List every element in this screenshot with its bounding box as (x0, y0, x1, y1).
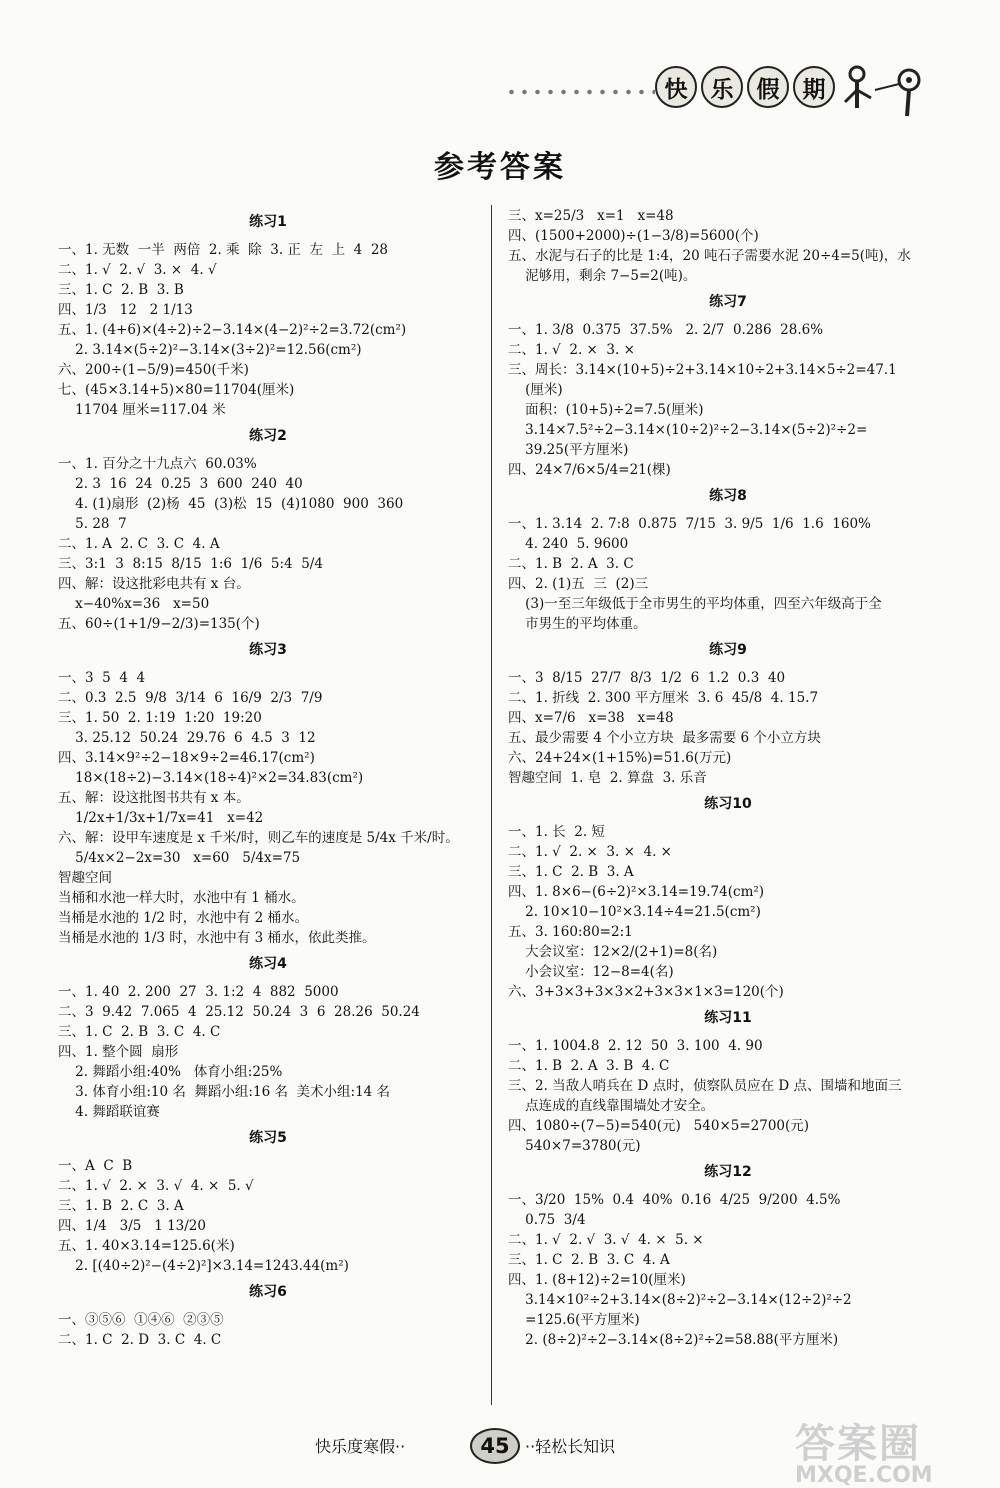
section-title: 练习11 (704, 1010, 752, 1026)
mascot-illustration (835, 60, 935, 120)
answer-line: 二、1. B 2. A 3. B 4. C (508, 1058, 670, 1074)
answer-line: 四、2. (1)五 三 (2)三 (508, 576, 649, 592)
answer-line: 四、1/4 3/5 1 13/20 (58, 1218, 206, 1234)
footer-slogan-right: ··轻松长知识 (525, 1437, 616, 1456)
answer-line: 七、(45×3.14+5)×80=11704(厘米) (58, 382, 295, 398)
answer-line: 二、1. √ 2. × 3. × 4. × (508, 844, 672, 860)
answer-line: 2. (8÷2)²÷2−3.14×(8÷2)²÷2=58.88(平方厘米) (508, 1332, 839, 1348)
answer-line: 三、x=25/3 x=1 x=48 (508, 208, 674, 224)
answer-line: 3.14×7.5²÷2−3.14×(10÷2)²÷2−3.14×(5÷2)²÷2= (508, 422, 868, 438)
answer-line: 4. 舞蹈联谊赛 (58, 1104, 160, 1120)
answer-line: 一、3/20 15% 0.4 40% 0.16 4/25 9/200 4.5% (508, 1192, 841, 1208)
answer-line: 二、1. √ 2. × 3. × (508, 342, 635, 358)
section-title: 练习8 (709, 488, 747, 504)
answer-line: 一、1. 40 2. 200 27 3. 1:2 4 882 5000 (58, 984, 339, 1000)
answer-line: 泥够用，剩余 7−5=2(吨)。 (508, 268, 697, 284)
answer-line: 0.75 3/4 (508, 1212, 586, 1228)
section-title: 练习4 (249, 956, 287, 972)
answer-line: 11704 厘米=117.04 米 (58, 402, 226, 418)
answer-line: 四、1080÷(7−5)=540(元) 540×5=2700(元) (508, 1118, 810, 1134)
answer-line: (3)一至三年级低于全市男生的平均体重，四至六年级高于全 (508, 596, 882, 612)
answer-line: 2. 3 16 24 0.25 3 600 240 40 (58, 476, 303, 492)
answer-line: =125.6(平方厘米) (508, 1312, 640, 1328)
answer-line: 四、24×7/6×5/4=21(棵) (508, 462, 671, 478)
answer-line: 一、1. 百分之十九点六 60.03% (58, 456, 257, 472)
answer-line: 一、1. 1004.8 2. 12 50 3. 100 4. 90 (508, 1038, 763, 1054)
answer-line: 一、3 5 4 4 (58, 670, 146, 686)
brand-char: 快 (655, 66, 697, 108)
answer-line: 六、24+24×(1+15%)=51.6(万元) (508, 750, 732, 766)
answer-line: 四、1. (8+12)÷2=10(厘米) (508, 1272, 686, 1288)
section-title: 练习12 (704, 1164, 752, 1180)
answer-line: 点连成的直线靠围墙处才安全。 (508, 1098, 715, 1114)
answer-line: 三、3:1 3 8:15 8/15 1:6 1/6 5:4 5/4 (58, 556, 323, 572)
answer-line: 一、1. 无数 一半 两倍 2. 乘 除 3. 正 左 上 4 28 (58, 242, 389, 258)
answer-line: 六、解：设甲车速度是 x 千米/时，则乙车的速度是 5/4x 千米/时。 (58, 830, 459, 846)
answer-line: 2. 3.14×(5÷2)²−3.14×(3÷2)²=12.56(cm²) (58, 342, 362, 358)
answer-line: 五、最少需要 4 个小立方块 最多需要 6 个小立方块 (508, 730, 821, 746)
section-title: 练习10 (704, 796, 752, 812)
page-number: 45 (470, 1428, 520, 1464)
answer-line: 二、1. C 2. D 3. C 4. C (58, 1332, 222, 1348)
answer-line: 当桶是水池的 1/3 时，水池中有 3 桶水，依此类推。 (58, 930, 376, 946)
answer-line: 大会议室：12×2/(2+1)=8(名) (508, 944, 718, 960)
section-title: 练习3 (249, 642, 287, 658)
answer-line: 六、200÷(1−5/9)=450(千米) (58, 362, 249, 378)
header-dot-line (505, 87, 655, 97)
section-title: 练习6 (249, 1284, 287, 1300)
right-column (508, 206, 948, 1350)
answer-line: 三、1. C 2. B 3. C 4. A (508, 1252, 670, 1268)
page-title: 参考答案 (434, 150, 566, 185)
answer-line: 四、3.14×9²÷2−18×9÷2=46.17(cm²) (58, 750, 315, 766)
page-header (505, 60, 965, 130)
section-title: 练习2 (249, 428, 287, 444)
watermark (795, 1412, 990, 1488)
answer-line: 当桶和水池一样大时，水池中有 1 桶水。 (58, 890, 305, 906)
answer-line: 1/2x+1/3x+1/7x=41 x=42 (58, 810, 264, 826)
answer-line: 540×7=3780(元) (508, 1138, 641, 1154)
answer-line: 五、解：设这批图书共有 x 本。 (58, 790, 250, 806)
answer-line: 五、1. 40×3.14=125.6(米) (58, 1238, 235, 1254)
left-column (58, 206, 478, 1350)
answer-line: 三、1. B 2. C 3. A (58, 1198, 184, 1214)
answer-line: 18×(18÷2)−3.14×(18÷4)²×2=34.83(cm²) (58, 770, 364, 786)
answer-line: 三、1. C 2. B 3. C 4. C (58, 1024, 221, 1040)
answer-line: 三、1. C 2. B 3. A (508, 864, 634, 880)
answer-line: 2. 舞蹈小组:40% 体育小组:25% (58, 1064, 283, 1080)
answer-line: 三、2. 当敌人哨兵在 D 点时，侦察队员应在 D 点、围墙和地面三 (508, 1078, 902, 1094)
section-title: 练习1 (249, 214, 287, 230)
answer-line: 二、1. B 2. A 3. C (508, 556, 634, 572)
answer-line: 五、60÷(1+1/9−2/3)=135(个) (58, 616, 260, 632)
section-title: 练习5 (249, 1130, 287, 1146)
answer-line: 四、1. 整个圆 扇形 (58, 1044, 179, 1060)
answer-line: 五、3. 160:80=2:1 (508, 924, 633, 940)
answer-line: 二、1. 折线 2. 300 平方厘米 3. 6 45/8 4. 15.7 (508, 690, 819, 706)
answer-line: 一、③⑤⑥ ①④⑥ ②③⑤ (58, 1312, 224, 1328)
answer-line: 四、1. 8×6−(6÷2)²×3.14=19.74(cm²) (508, 884, 765, 900)
answer-line: 2. [(40÷2)²−(4÷2)²]×3.14=1243.44(m²) (58, 1258, 349, 1274)
brand-char: 期 (793, 66, 835, 108)
brand-logo (655, 66, 835, 108)
answer-line: (厘米) (508, 382, 563, 398)
answer-line: 二、1. √ 2. √ 3. √ 4. × 5. × (508, 1232, 704, 1248)
answer-line: 六、3+3×3+3×3×2+3×3×1×3=120(个) (508, 984, 784, 1000)
answer-line: 5/4x×2−2x=30 x=60 5/4x=75 (58, 850, 301, 866)
answer-line: 二、1. A 2. C 3. C 4. A (58, 536, 220, 552)
answer-line: 一、3 8/15 27/7 8/3 1/2 6 1.2 0.3 40 (508, 670, 786, 686)
answer-line: 当桶是水池的 1/2 时，水池中有 2 桶水。 (58, 910, 308, 926)
answer-line: 4. 240 5. 9600 (508, 536, 629, 552)
answer-line: 一、1. 3/8 0.375 37.5% 2. 2/7 0.286 28.6% (508, 322, 824, 338)
watermark-url: MXQE.COM (795, 1463, 933, 1488)
answer-line: 一、A C B (58, 1158, 133, 1174)
brand-char: 假 (747, 66, 789, 108)
brand-char: 乐 (701, 66, 743, 108)
section-title: 练习7 (709, 294, 747, 310)
answer-line: 面积：(10+5)÷2=7.5(厘米) (508, 402, 704, 418)
answer-line: 一、1. 长 2. 短 (508, 824, 605, 840)
answer-line: 智趣空间 1. 皂 2. 算盘 3. 乐音 (508, 770, 707, 786)
answer-line: 5. 28 7 (58, 516, 127, 532)
answer-line: 二、3 9.42 7.065 4 25.12 50.24 3 6 28.26 50.24 (58, 1004, 420, 1020)
answer-line: x−40%x=36 x=50 (58, 596, 210, 612)
section-title: 练习9 (709, 642, 747, 658)
answer-line: 三、1. 50 2. 1:19 1:20 19:20 (58, 710, 262, 726)
watermark-main: 答案圈 (795, 1421, 921, 1467)
answer-line: 一、1. 3.14 2. 7:8 0.875 7/15 3. 9/5 1/6 1.6 160% (508, 516, 871, 532)
answer-line: 三、1. C 2. B 3. B (58, 282, 184, 298)
answer-line: 2. 10×10−10²×3.14÷4=21.5(cm²) (508, 904, 761, 920)
answer-line: 智趣空间 (58, 870, 112, 886)
answer-line: 四、1/3 12 2 1/13 (58, 302, 193, 318)
answer-line: 39.25(平方厘米) (508, 442, 629, 458)
answer-line: 二、0.3 2.5 9/8 3/14 6 16/9 2/3 7/9 (58, 690, 323, 706)
answer-line: 五、1. (4+6)×(4÷2)÷2−3.14×(4−2)²÷2=3.72(cm²) (58, 322, 407, 338)
answer-line: 3. 体育小组:10 名 舞蹈小组:16 名 美术小组:14 名 (58, 1084, 391, 1100)
answer-line: 3.14×10²÷2+3.14×(8÷2)²÷2−3.14×(12÷2)²÷2 (508, 1292, 852, 1308)
footer-slogan-left: 快乐度寒假·· (315, 1437, 406, 1456)
answer-line: 四、(1500+2000)÷(1−3/8)=5600(个) (508, 228, 759, 244)
answer-line: 3. 25.12 50.24 29.76 6 4.5 3 12 (58, 730, 316, 746)
answer-line: 五、水泥与石子的比是 1:4，20 吨石子需要水泥 20÷4=5(吨)，水 (508, 248, 911, 264)
answer-line: 二、1. √ 2. × 3. √ 4. × 5. √ (58, 1178, 254, 1194)
column-divider (491, 205, 492, 1405)
answer-line: 四、解：设这批彩电共有 x 台。 (58, 576, 250, 592)
answer-line: 小会议室：12−8=4(名) (508, 964, 674, 980)
answer-line: 市男生的平均体重。 (508, 616, 647, 632)
answer-line: 三、周长：3.14×(10+5)÷2+3.14×10÷2+3.14×5÷2=47.1 (508, 362, 897, 378)
answer-line: 4. (1)扇形 (2)杨 45 (3)松 15 (4)1080 900 360 (58, 496, 404, 512)
answer-line: 四、x=7/6 x=38 x=48 (508, 710, 674, 726)
answer-line: 二、1. √ 2. √ 3. × 4. √ (58, 262, 217, 278)
